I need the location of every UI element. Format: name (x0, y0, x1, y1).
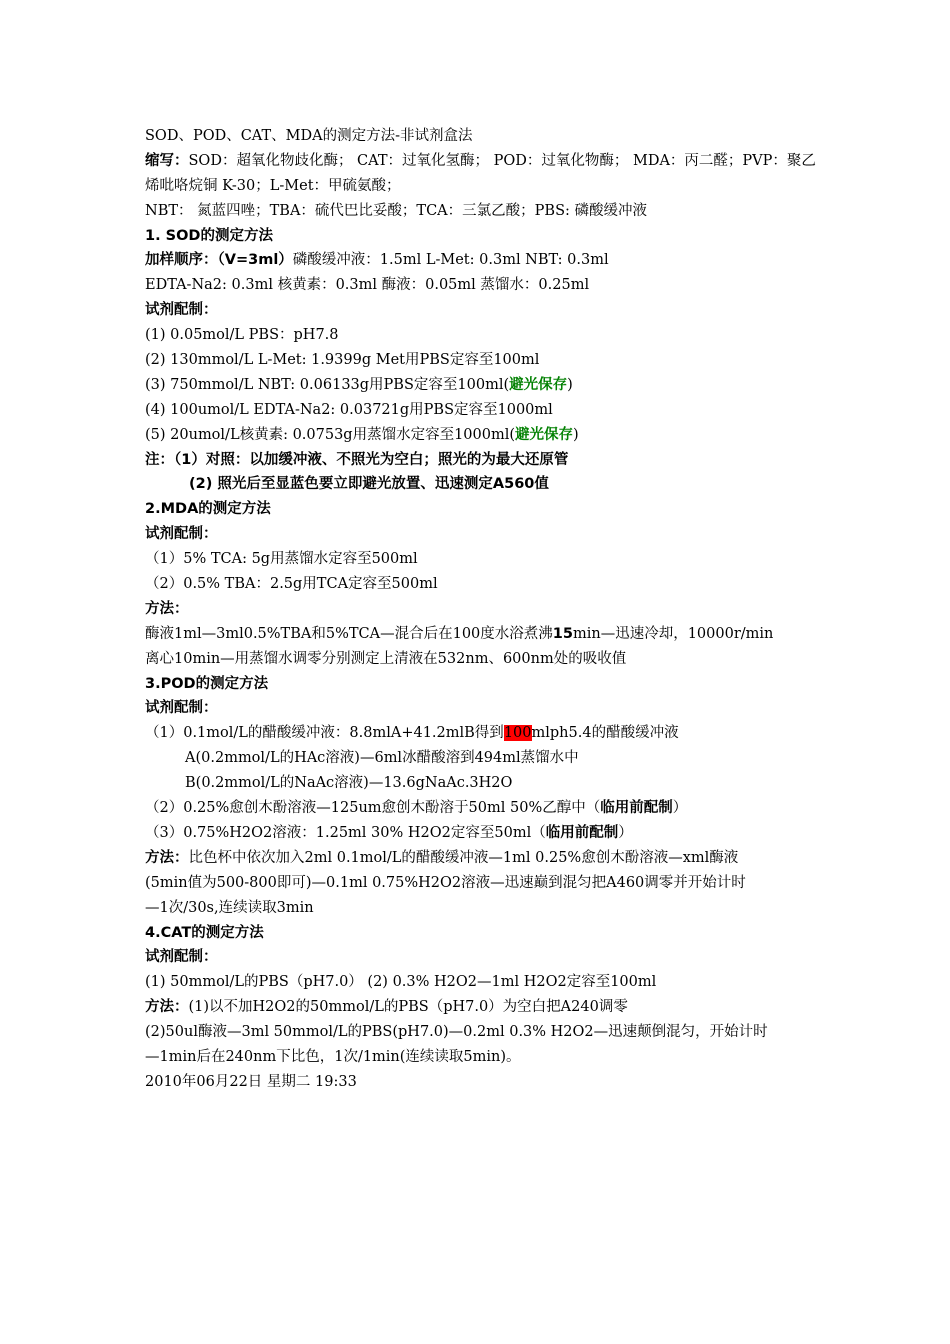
sod-reagent-5-note: 避光保存 (515, 426, 574, 443)
sod-reagent-3-note: 避光保存 (509, 376, 568, 393)
abbr-label: 缩写： (145, 152, 189, 169)
sod-reagent-3 (145, 373, 825, 398)
mda-method-1 (145, 622, 825, 647)
abbr-line-1 (145, 149, 825, 174)
pod-method-1-text: 比色杯中依次加入2ml 0.1mol/L的醋酸缓冲液—1ml 0.25%愈创木酚溶液—xml酶液 (188, 849, 739, 866)
pod-reagent-1-a: （1）0.1mol/L的醋酸缓冲液：8.8mlA+41.2mlB得到 (145, 725, 504, 742)
cat-method-label: 方法： (145, 999, 189, 1016)
pod-reagent-1-b: mlph5.4的醋酸缓冲液 (531, 725, 679, 742)
abbr-text-1: SOD：超氧化物歧化酶； CAT：过氧化氢酶； POD：过氧化物酶； MDA：丙二醛；PVP：聚乙 (188, 152, 816, 169)
cat-reagent-1: (1) 50mmol/L的PBS（pH7.0） (2) 0.3% H2O2—1ml H2O2定容至100ml (145, 974, 657, 991)
mda-method-1-b: 15 (552, 625, 573, 642)
sod-note-2: (2) 照光后至显蓝色要立即避光放置、迅速测定A560值 (189, 476, 549, 493)
pod-heading: 3.POD的测定方法 (145, 675, 269, 692)
mda-reagent-label: 试剂配制： (145, 526, 218, 543)
pod-reagent-2-a: （2）0.25%愈创木酚溶液—125um愈创木酚溶于50ml 50%乙醇中（ (145, 800, 601, 817)
sod-reagent-5-end: ) (573, 426, 579, 443)
abbr-line-2: 烯吡咯烷铜 K-30；L-Met：甲硫氨酸； (145, 177, 401, 194)
cat-heading: 4.CAT的测定方法 (145, 924, 264, 941)
pod-reagent-3-b: 临用前配制 (545, 824, 619, 841)
mda-reagent-2: （2）0.5% TBA：2.5g用TCA定容至500ml (145, 576, 438, 593)
sod-order-text: 磷酸缓冲液：1.5ml L-Met: 0.3ml NBT: 0.3ml (292, 252, 609, 269)
mda-method-label: 方法： (145, 600, 189, 617)
pod-reagent-2-b: 临用前配制 (600, 800, 673, 817)
sod-reagent-5 (145, 423, 825, 448)
pod-method-1 (145, 846, 825, 871)
pod-reagent-3-a: （3）0.75%H2O2溶液：1.25ml 30% H2O2定容至50ml（ (145, 824, 546, 841)
cat-reagent-label: 试剂配制： (145, 949, 218, 966)
sod-order-2: EDTA-Na2: 0.3ml 核黄素：0.3ml 酶液：0.05ml 蒸馏水：0.25ml (145, 277, 590, 294)
mda-method-1-c: min—迅速冷却，10000r/min (572, 625, 774, 642)
doc-date: 2010年06月22日 星期二 19:33 (145, 1073, 357, 1090)
pod-reagent-2-c: ） (672, 800, 688, 817)
cat-method-3: —1min后在240nm下比色，1次/1min(连续读取5min)。 (145, 1048, 521, 1065)
document-page (145, 124, 825, 1095)
cat-method-1-text: (1)以不加H2O2的50mmol/L的PBS（pH7.0）为空白把A240调零 (188, 999, 628, 1016)
sod-order-label: 加样顺序：（V=3ml） (145, 252, 293, 269)
pod-reagent-3 (145, 821, 825, 846)
mda-method-2: 离心10min—用蒸馏水调零分别测定上清液在532nm、600nm处的吸收值 (145, 650, 627, 667)
mda-heading: 2.MDA的测定方法 (145, 501, 271, 518)
sod-note-1: 注：（1）对照：以加缓冲液、不照光为空白；照光的为最大还原管 (145, 451, 569, 468)
cat-method-2: (2)50ul酶液—3ml 50mmol/L的PBS(pH7.0)—0.2ml 0.3% H2O2—迅速颠倒混匀，开始计时 (145, 1024, 768, 1041)
cat-method-1 (145, 995, 825, 1020)
sod-reagent-2: (2) 130mmol/L L-Met: 1.9399g Met用PBS定容至100ml (145, 352, 540, 369)
doc-title: SOD、POD、CAT、MDA的测定方法-非试剂盒法 (145, 128, 473, 144)
pod-reagent-1-sub-a: A(0.2mmol/L的HAc溶液)—6ml冰醋酸溶到494ml蒸馏水中 (185, 750, 579, 767)
pod-method-3: —1次/30s,连续读取3min (145, 899, 314, 916)
pod-method-label: 方法： (145, 849, 189, 866)
sod-heading: 1. SOD的测定方法 (145, 227, 273, 244)
sod-reagent-3-end: ) (567, 376, 573, 393)
sod-reagent-5-text: (5) 20umol/L核黄素: 0.0753g用蒸馏水定容至1000ml( (145, 426, 516, 443)
pod-reagent-1 (145, 721, 825, 746)
sod-reagent-4: (4) 100umol/L EDTA-Na2: 0.03721g用PBS定容至1000ml (145, 401, 553, 418)
pod-reagent-label: 试剂配制： (145, 700, 218, 717)
pod-reagent-1-sub-b: B(0.2mmol/L的NaAc溶液)—13.6gNaAc.3H2O (185, 775, 513, 792)
abbr-line-3: NBT： 氮蓝四唑；TBA：硫代巴比妥酸；TCA：三氯乙酸；PBS: 磷酸缓冲液 (145, 202, 647, 219)
sod-reagent-label: 试剂配制： (145, 302, 218, 319)
pod-reagent-2 (145, 796, 825, 821)
sod-reagent-3-text: (3) 750mmol/L NBT: 0.06133g用PBS定容至100ml( (145, 376, 510, 393)
sod-reagent-1: (1) 0.05mol/L PBS：pH7.8 (145, 327, 339, 344)
highlighted-text: 100 (503, 725, 532, 742)
mda-reagent-1: （1）5% TCA: 5g用蒸馏水定容至500ml (145, 551, 418, 568)
pod-reagent-3-c: ） (618, 824, 633, 841)
sod-order-1 (145, 248, 825, 273)
mda-method-1-a: 酶液1ml—3ml0.5%TBA和5%TCA—混合后在100度水浴煮沸 (145, 625, 553, 642)
pod-method-2: (5min值为500-800即可)—0.1ml 0.75%H2O2溶液—迅速巅到混匀把A460调零并开始计时 (145, 874, 746, 891)
